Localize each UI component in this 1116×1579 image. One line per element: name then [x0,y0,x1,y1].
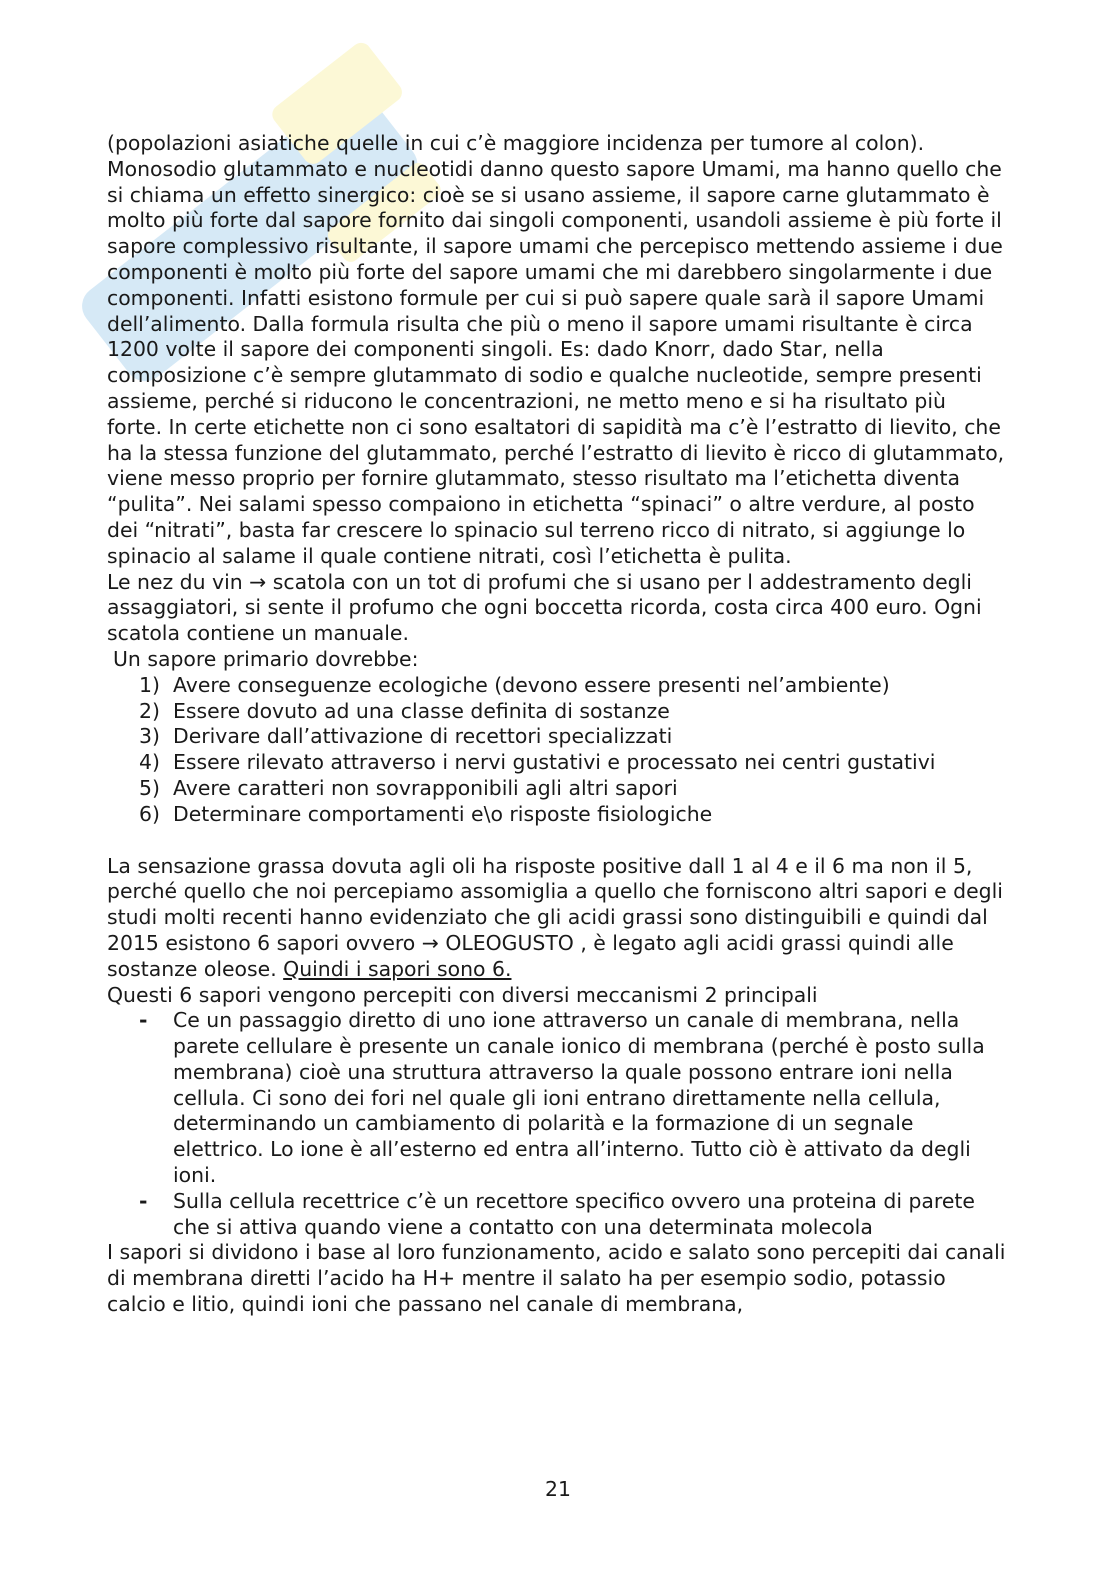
list-item: 5) Avere caratteri non sovrapponibili agli altri sapori [139,775,678,800]
list-item: 2) Essere dovuto ad una classe definita di sostanze [139,698,670,723]
list-item: 6) Determinare comportamenti e\o risposte fisiologiche [139,801,713,826]
paragraph-umami: (popolazioni asiatiche quelle in cui c’è maggiore incidenza per tumore al colon). Monosodio glutammato e nucleotidi danno questo sapore Umami, ma hanno quello che si chiama un effetto sinergico: cioè se si usano assieme, il sapore carne glutammato è molto più forte dal sapore fornito dai singoli componenti, usandoli assieme è più forte il sapore complessivo risultante, il sapore umami che percepisco mettendo assieme i due componenti è molto più forte del sapore umami che mi darebbero singolarmente i due componenti. Infatti esistono formule per cui si può sapere quale sarà il sapore Umami dell’alimento. Dalla formula risulta che più o meno il sapore umami risultante è circa 1200 volte il sapore dei componenti singoli. Es: dado Knorr, dado Star, nella composizione c’è sempre glutammato di sodio e qualche nucleotide, sempre presenti assieme, perché si riducono le concentrazioni, ne metto meno e si ha risultato più forte. In certe etichette non ci sono esaltatori di sapidità ma c’è l’estratto di lievito, che ha la stessa funzione del glutammato, perché l’estratto di lievito è ricco di glutammato, viene messo proprio per fornire glutammato, stesso risultato ma l’etichetta diventa “pulita”. Nei salami spesso compaiono in etichetta “spinaci” o altre verdure, al posto dei “nitrati”, basta far crescere lo spinacio sul terreno ricco di nitrato, si aggiunge lo spinacio al salame il quale contiene nitrati, così l’etichetta è pulita. [107,131,1005,568]
list-item: 1) Avere conseguenze ecologiche (devono essere presenti nel’ambiente) [139,672,890,697]
list-item: - Ce un passaggio diretto di uno ione attraverso un canale di membrana, nella parete cellulare è presente un canale ionico di membrana (perché è posto sulla membrana) cioè una struttura attraverso la quale possono entrare ioni nella cellula. Ci sono dei fori nel quale gli ioni entrano direttamente nella cellula, determinando un cambiamento di polarità e la formazione di un segnale elettrico. Lo ione è all’esterno ed entra all’interno. Tutto ciò è attivato da degli ioni. [139,1008,985,1188]
paragraph-taste-classification: I sapori si dividono i base al loro funzionamento, acido e salato sono percepiti dai canali di membrana diretti l’acido ha H+ mentre il salato ha per esempio sodio, potassio calcio e litio, quindi ioni che passano nel canale di membrana, [107,1240,1006,1317]
list-item: - Sulla cellula recettrice c’è un recettore specifico ovvero una proteina di parete che si attiva quando viene a contatto con una determinata molecola [139,1188,975,1239]
list-intro: Un sapore primario dovrebbe: [113,646,419,671]
paragraph-oleogusto: La sensazione grassa dovuta agli oli ha risposte positive dall 1 al 4 e il 6 ma non il 5, perché quello che noi percepiamo assomiglia a quello che forniscono altri sapori e degli studi molti recenti hanno evidenziato che gli acidi grassi sono distinguibili e quindi dal 2015 esistono 6 sapori ovvero → OLEOGUSTO , è legato agli acidi grassi quindi alle sostanze oleose. Quindi i sapori sono 6. Questi 6 sapori vengono percepiti con diversi meccanismi 2 principali [107,853,1003,1007]
underlined-conclusion: Quindi i sapori sono 6. [283,956,512,981]
list-item: 3) Derivare dall’attivazione di recettori specializzati [139,724,673,749]
page-body [107,131,1007,1318]
list-item: 4) Essere rilevato attraverso i nervi gustativi e processato nei centri gustativi [139,750,936,775]
page-number: 21 [545,1477,571,1501]
paragraph-nez-du-vin: Le nez du vin → scatola con un tot di profumi che si usano per l addestramento degli assaggiatori, si sente il profumo che ogni boccetta ricorda, costa circa 400 euro. Ogni scatola contiene un manuale. [107,569,982,646]
mechanisms-list [107,1008,1007,1240]
criteria-list [107,673,1007,828]
